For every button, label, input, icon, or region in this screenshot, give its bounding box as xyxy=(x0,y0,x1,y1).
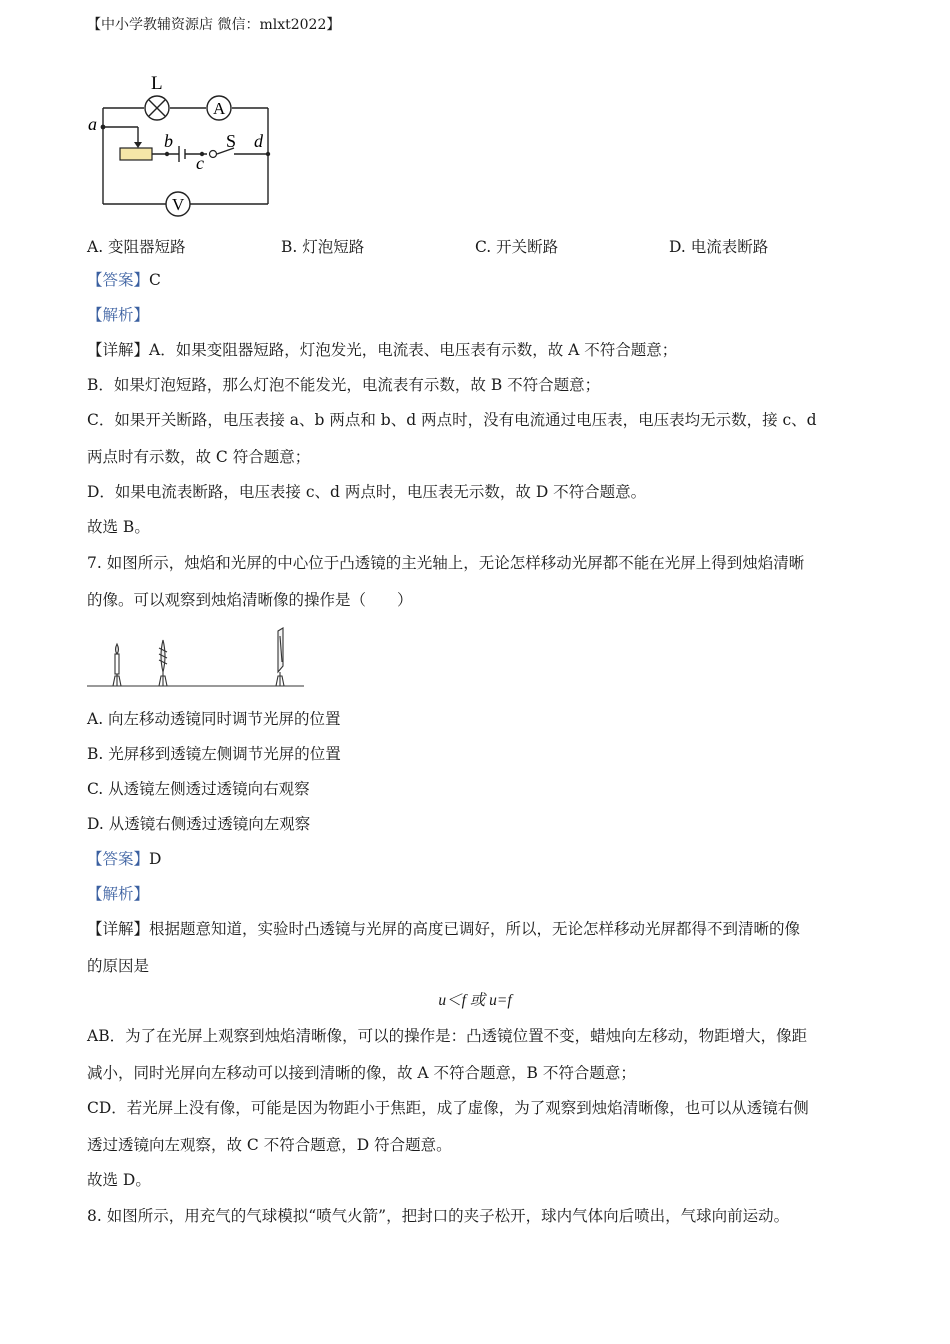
q6-detail-line-1: 【详解】A．如果变阻器短路，灯泡发光，电流表、电压表有示数，故 A 不符合题意； xyxy=(87,341,678,359)
q6-detail-line-3: C．如果开关断路，电压表接 a、b 两点和 b、d 两点时，没有电流通过电压表，电压表均无示数，接 c、d xyxy=(87,411,817,429)
circuit-diagram xyxy=(82,68,282,220)
q6-option-a: A. 变阻器短路 xyxy=(87,238,186,256)
q7-stem-line-2: 的像。可以观察到烛焰清晰像的操作是（ ） xyxy=(87,591,413,609)
q7-option-d: D. 从透镜右侧透过透镜向左观察 xyxy=(87,815,311,833)
q7-explain-line-3: CD．若光屏上没有像，可能是因为物距小于焦距，成了虚像，为了观察到烛焰清晰像，也可以从透镜右侧 xyxy=(87,1099,809,1117)
q7-option-b: B. 光屏移到透镜左侧调节光屏的位置 xyxy=(87,745,341,763)
q6-option-d: D. 电流表断路 xyxy=(669,238,769,256)
rheostat-symbol xyxy=(120,148,152,160)
page-header: 【中小学教辅资源店 微信：mlxt2022】 xyxy=(87,17,341,33)
q7-formula: u＜f 或 u=f xyxy=(438,992,512,1009)
q6-detail-line-4: 两点时有示数，故 C 符合题意； xyxy=(87,448,311,466)
q6-analysis-tag: 【解析】 xyxy=(87,306,150,324)
label-a: a xyxy=(88,114,97,134)
q6-detail-line-5: D．如果电流表断路，电压表接 c、d 两点时，电压表无示数，故 D 不符合题意。 xyxy=(87,483,647,501)
label-S: S xyxy=(226,131,237,151)
q7-explain-line-2: 减小，同时光屏向左移动可以接到清晰的像，故 A 不符合题意，B 不符合题意； xyxy=(87,1064,636,1082)
q6-option-c: C. 开关断路 xyxy=(475,238,559,256)
q7-option-a: A. 向左移动透镜同时调节光屏的位置 xyxy=(87,710,341,728)
q7-answer: 【答案】D xyxy=(87,850,162,868)
label-L: L xyxy=(151,73,163,94)
q6-detail-line-2: B．如果灯泡短路，那么灯泡不能发光，电流表有示数，故 B 不符合题意； xyxy=(87,376,601,394)
label-d: d xyxy=(254,131,263,151)
q7-explain-line-1: AB．为了在光屏上观察到烛焰清晰像，可以的操作是：凸透镜位置不变，蜡烛向左移动，物距增大，像距 xyxy=(87,1027,808,1045)
q6-conclusion: 故选 B。 xyxy=(87,518,150,536)
q7-stem-line-1: 7. 如图所示，烛焰和光屏的中心位于凸透镜的主光轴上，无论怎样移动光屏都不能在光屏上得到烛焰清晰 xyxy=(87,554,805,572)
q7-detail-line-2: 的原因是 xyxy=(87,957,150,975)
q7-explain-line-4: 透过透镜向左观察，故 C 不符合题意，D 符合题意。 xyxy=(87,1136,452,1154)
q7-conclusion: 故选 D。 xyxy=(87,1171,151,1189)
q7-detail-line-1: 【详解】根据题意知道，实验时凸透镜与光屏的高度已调好，所以，无论怎样移动光屏都得不到清晰的像 xyxy=(87,920,801,938)
q6-option-b: B. 灯泡短路 xyxy=(281,238,365,256)
q7-option-c: C. 从透镜左侧透过透镜向右观察 xyxy=(87,780,310,798)
label-A: A xyxy=(213,99,226,118)
q8-stem: 8. 如图所示，用充气的气球模拟“喷气火箭”，把封口的夹子松开，球内气体向后喷出，气球向前运动。 xyxy=(87,1207,790,1225)
label-c: c xyxy=(196,153,204,173)
label-V: V xyxy=(172,195,185,214)
q6-answer: 【答案】C xyxy=(87,271,161,289)
label-b: b xyxy=(164,131,173,151)
optical-bench-diagram xyxy=(86,626,308,690)
q7-analysis-tag: 【解析】 xyxy=(87,885,150,903)
